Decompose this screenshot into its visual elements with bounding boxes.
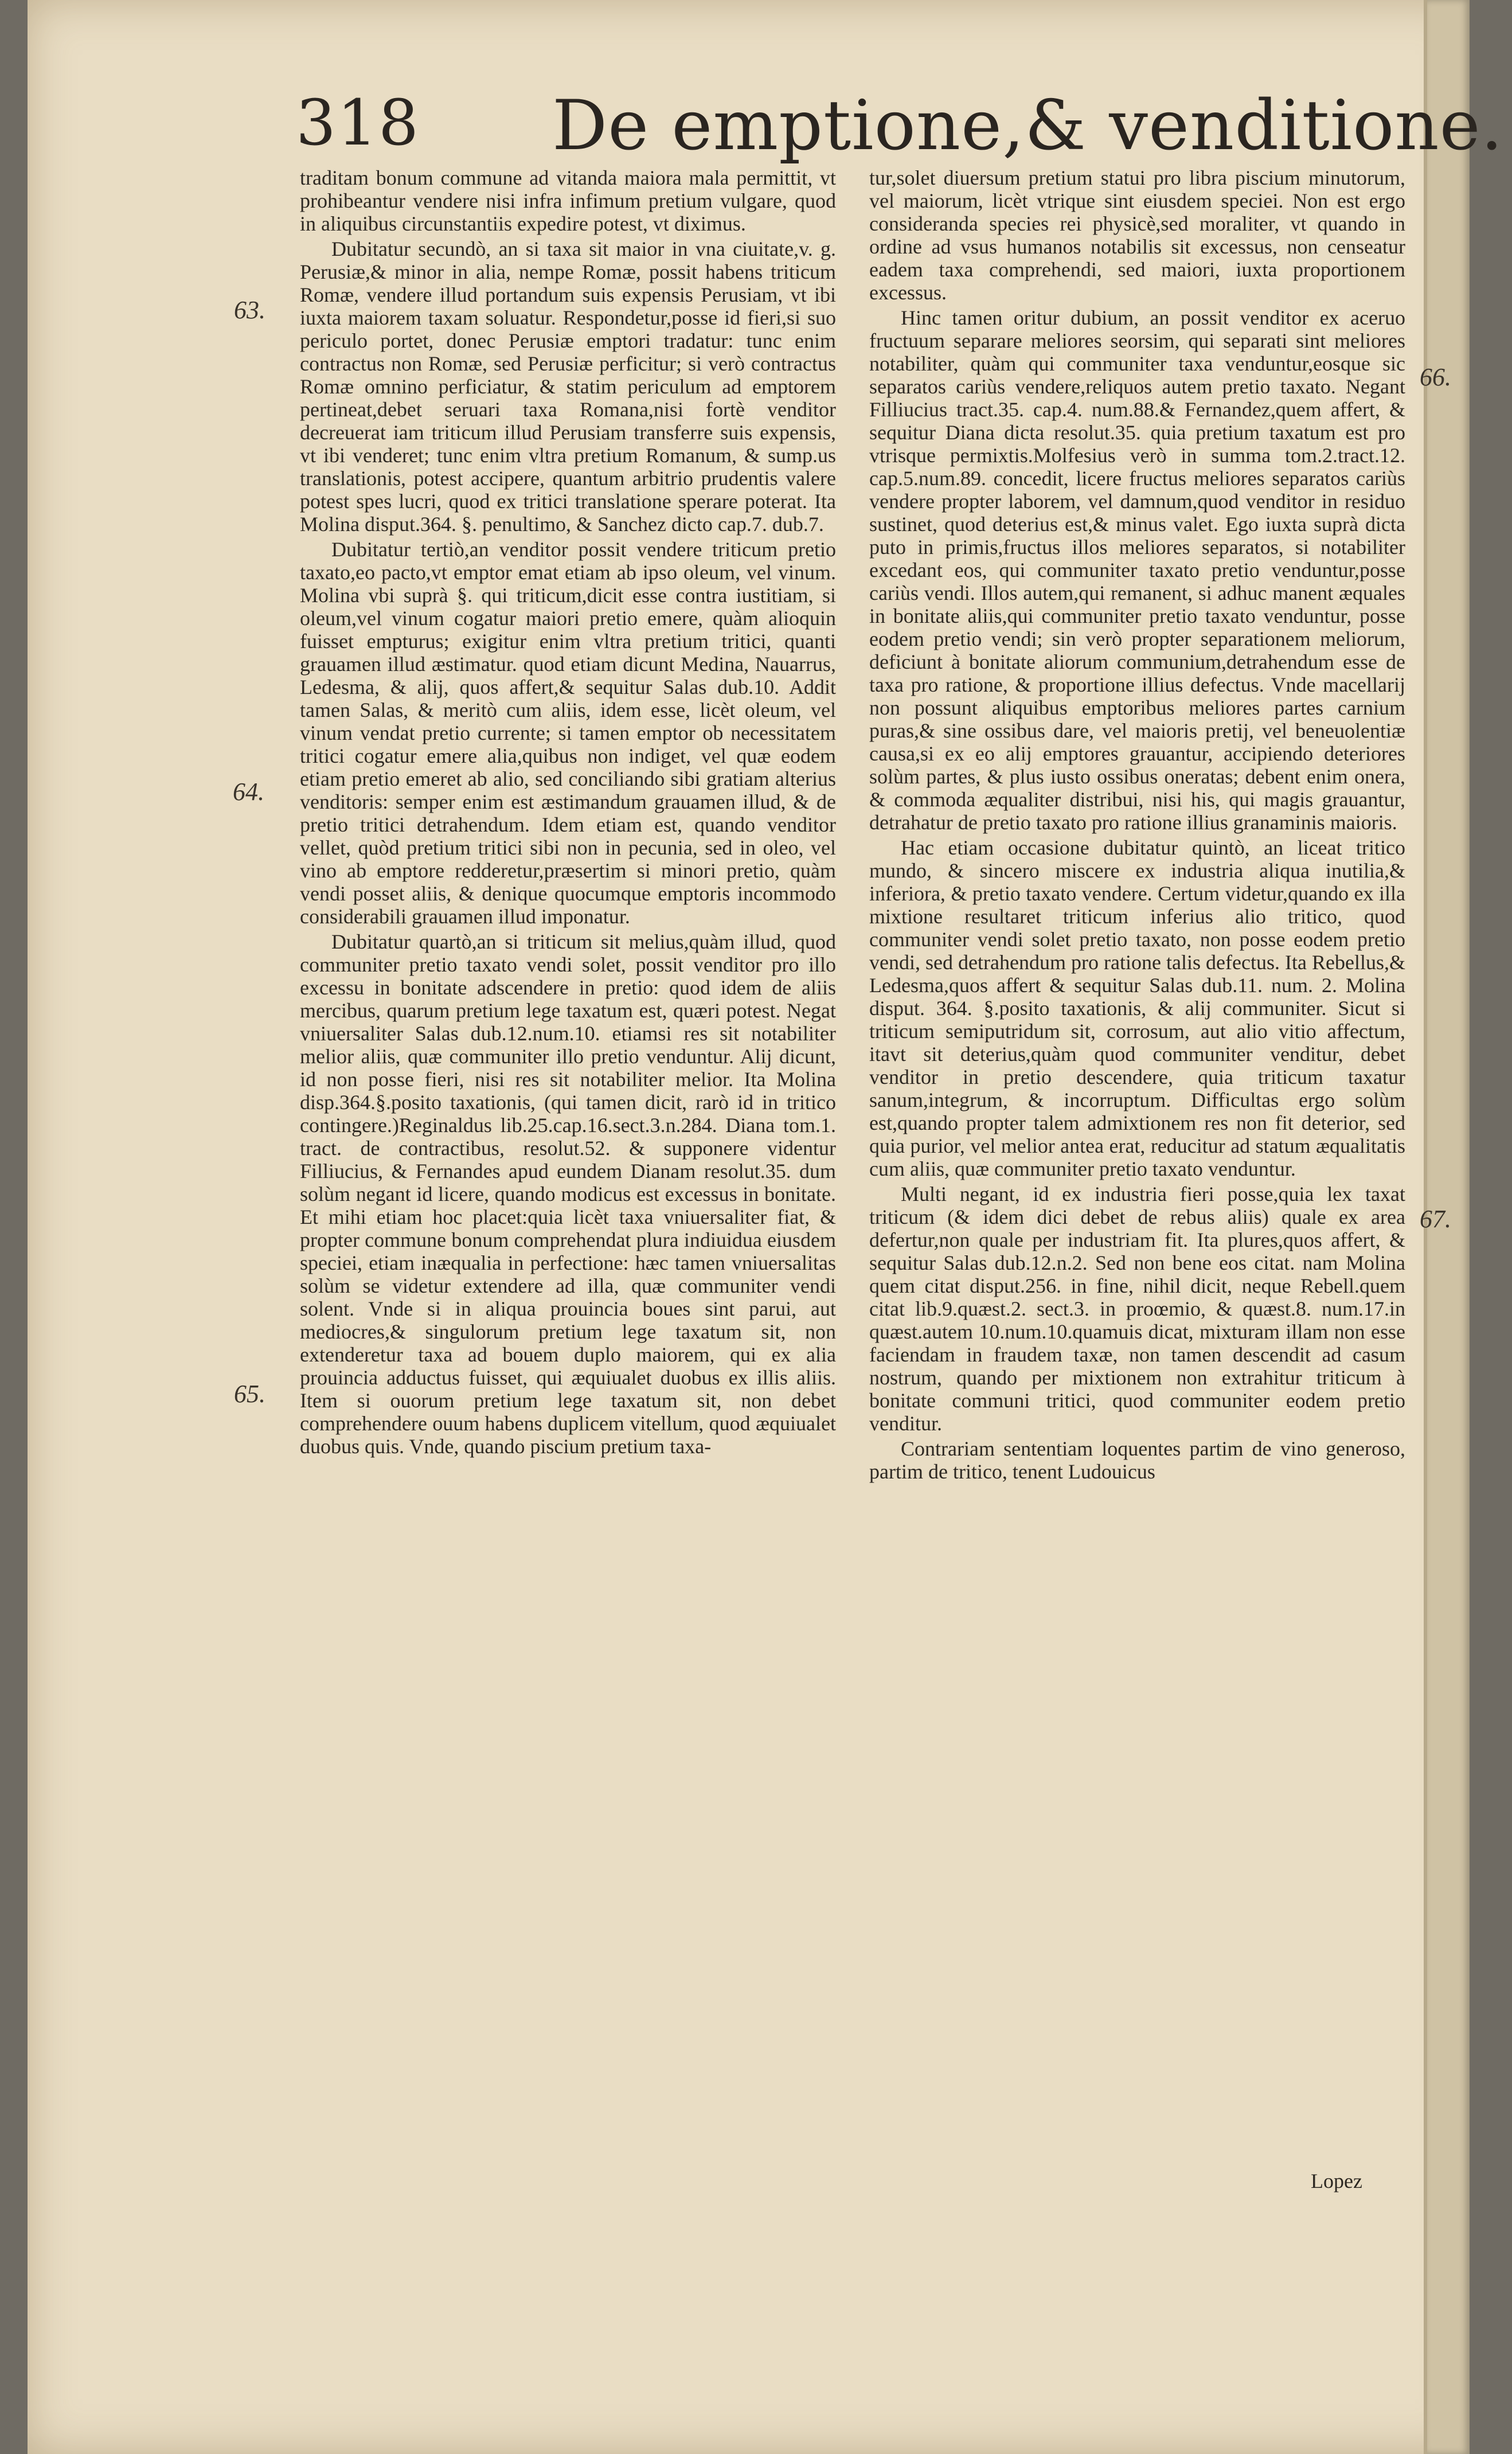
- right-text-column: [869, 166, 1405, 1485]
- left-text-column: [300, 166, 836, 1460]
- paragraph: tur,solet diuersum pretium statui pro libra piscium minutorum, vel maiorum, licèt vtrique sint eiusdem speciei. Non est ergo consideranda species rei physicè,sed moraliter, vt quando in ordine ad vsus humanos notabilis sit excessus, non censeatur eadem taxa comprehendi, sed maiori, iuxta proportionem excessus.: [869, 166, 1405, 304]
- paragraph: Hac etiam occasione dubitatur quintò, an liceat tritico mundo, & sincero miscere ex industria aliqua inutilia,& inferiora, & pretio taxato vendere. Certum videtur,quando ex illa mixtione resultaret triticum inferius alio tritico, quod communiter vendi solet pretio taxato, non posse eodem pretio vendi, sed detrahendum pro ratione talis defectus. Ita Rebellus,& Ledesma,quos affert & sequitur Salas dub.11. num. 2. Molina disput. 364. §.posito taxationis, & alij communiter. Sicut si triticum semiputridum sit, corrosum, aut alio vitio affectum, itavt sit deterius,quàm quod communiter venditur, debet venditor in pretio descendere, quia triticum taxatur sanum,integrum, & incorruptum. Difficultas ergo solùm est,quando propter talem admixtionem res non fit deterior, sed quia purior, vel melior antea erat, reducitur ad statum æqualitatis cum aliis, quæ communiter pretio taxato venduntur.: [869, 836, 1405, 1180]
- marginal-number-66: 66.: [1420, 363, 1451, 391]
- paragraph: Hinc tamen oritur dubium, an possit venditor ex aceruo fructuum separare meliores seorsim, qui separati sint meliores notabiliter, quàm qui communiter taxa venduntur,eosque sic separatos cariùs vendere,reliquos autem pretio taxato. Negant Filliucius tract.35. cap.4. num.88.& Fernandez,quem affert, & sequitur Diana dicta resolut.35. quia pretium taxatum est pro vtrisque permixtis.Molfesius verò in summa tom.2.tract.12. cap.5.num.89. concedit, licere fructus meliores separatos cariùs vendere propter laborem, vel damnum,quod venditor in residuo sustinet, quod deterius est,& minus valet. Ego iuxta suprà dicta puto in primis,fructus illos meliores separatos, si notabiliter excedant eos, qui communiter taxato pretio venduntur,posse cariùs vendi. Illos autem,qui remanent, si adhuc manent æquales in bonitate aliis,qui communiter pretio taxato venduntur, posse eodem pretio vendi; sin verò propter separationem meliorum, deficiunt à bonitate aliorum communium,detrahendum esse de taxa pro ratione, & proportione illius defectus. Vnde macellarij non possunt aliquibus emptoribus meliores partes carnium puras,& sine ossibus dare, vel maioris pretij, vel beneuolentiæ causa,si ex eo alij emptores grauantur, accipiendo deteriores solùm partes, & plus iusto ossibus oneratas; debent enim onera, & commoda æqualiter distribui, nisi his, qui magis grauantur, detrahatur de pretio taxato pro ratione illius granaminis maioris.: [869, 306, 1405, 834]
- paragraph: traditam bonum commune ad vitanda maiora mala permittit, vt prohibeantur vendere nisi infra infimum pretium vulgare, quod in aliquibus circunstantiis expedire potest, vt diximus.: [300, 166, 836, 235]
- marginal-number-64: 64.: [233, 778, 264, 806]
- paragraph: Contrariam sententiam loquentes partim de vino generoso, partim de tritico, tenent Ludouicus: [869, 1437, 1405, 1483]
- catchword: Lopez: [1311, 2170, 1362, 2192]
- page-number: 318: [296, 86, 420, 159]
- marginal-number-67: 67.: [1420, 1205, 1451, 1233]
- paragraph: Dubitatur secundò, an si taxa sit maior in vna ciuitate,v. g. Perusiæ,& minor in alia, nempe Romæ, possit habens triticum Romæ, vendere illud portandum suis expensis Perusiam, vt ibi iuxta maiorem taxam soluatur. Respondetur,posse id fieri,si suo periculo portet, donec Perusiæ emptori tradatur: tunc enim contractus non Romæ, sed Perusiæ perficitur; si verò contractus Romæ omnino perficiatur, & statim periculum ad emptorem pertineat,debet seruari taxa Romana,nisi fortè venditor decreuerat iam triticum illud Perusiam transferre suis expensis, vt ibi venderet; tunc enim vltra pretium Romanum, & sump.us translationis, potest accipere, quantum arbitrio prudentis valere potest spes lucri, quod ex tritici translatione sperare poterat. Ita Molina disput.364. §. penultimo, & Sanchez dicto cap.7. dub.7.: [300, 237, 836, 536]
- book-page: [28, 0, 1503, 2454]
- paragraph: Dubitatur tertiò,an venditor possit vendere triticum pretio taxato,eo pacto,vt emptor emat etiam ab ipso oleum, vel vinum. Molina vbi suprà §. qui triticum,dicit esse contra iustitiam, si oleum,vel vinum cogatur maiori pretio emere, quàm alioquin fuisset empturus; exigitur enim vltra pretium tritici, quanti grauamen illud æstimatur. quod etiam dicunt Medina, Nauarrus, Ledesma, & alij, quos affert,& sequitur Salas dub.10. Addit tamen Salas, & meritò cum aliis, idem esse, licèt oleum, vel vinum vendat pretio currente; si tamen emptor ob necessitatem tritici cogatur emere alia,quibus non indiget, vel quæ eodem etiam pretio emeret ab alio, sed conciliando sibi gratiam alterius venditoris: semper enim est æstimandum grauamen illud, & de pretio tritici detrahendum. Idem etiam est, quando venditor vellet, quòd pretium tritici sibi non in pecunia, sed in oleo, vel vino ab emptore redderetur,præsertim si minori pretio, quàm vendi posset aliis, & denique quocumque emptoris incommodo considerabili grauamen illud imponatur.: [300, 538, 836, 928]
- marginal-number-63: 63.: [234, 296, 265, 324]
- running-head: De emptione,& venditione.: [552, 86, 1503, 166]
- paragraph: Multi negant, id ex industria fieri posse,quia lex taxat triticum (& idem dici debet de rebus aliis) quale ex area defertur,non quale per industriam fit. Ita plures,quos affert, & sequitur Salas dub.12.n.2. Sed non bene eos citat. nam Molina quem citat disput.256. in fine, nihil dicit, neque Rebell.quem citat lib.9.quæst.2. sect.3. in proœmio, & quæst.8. num.17.in quæst.autem 10.num.10.quamuis dicat, mixturam illam non esse faciendam in fraudem taxæ, non tamen descendit ad casum nostrum, quando per mixtionem non extrahitur triticum à bonitate communi tritici, quod communiter eodem pretio venditur.: [869, 1183, 1405, 1435]
- marginal-number-65: 65.: [234, 1380, 265, 1408]
- paragraph: Dubitatur quartò,an si triticum sit melius,quàm illud, quod communiter pretio taxato vendi solet, possit venditor pro illo excessu in bonitate adscendere in pretio: quod idem de aliis mercibus, quarum pretium lege taxatum est, quæri potest. Negat vniuersaliter Salas dub.12.num.10. etiamsi res sit notabiliter melior aliis, quæ communiter illo pretio venduntur. Alij dicunt, id non posse fieri, nisi res sit notabiliter melior. Ita Molina disp.364.§.posito taxationis, (qui tamen dicit, rarò id in tritico contingere.)Reginaldus lib.25.cap.16.sect.3.n.284. Diana tom.1. tract. de contractibus, resolut.52. & supponere videntur Filliucius, & Fernandes apud eundem Dianam resolut.35. dum solùm negant id licere, quando modicus est excessus in bonitate. Et mihi etiam hoc placet:quia licèt taxa vniuersaliter fiat, & propter commune bonum comprehendat plura indiuidua eiusdem speciei, etiam inæqualia in perfectione: hæc tamen vniuersalitas solùm se videtur extendere ad illa, quæ communiter vendi solent. Vnde si in aliqua prouincia boues sint parui, aut mediocres,& singulorum pretium lege taxatum sit, non extenderetur taxa ad bouem duplo maiorem, qui ex alia prouincia adductus fuisset, qui æquiualet duobus ex illis aliis. Item si ouorum pretium lege taxatum sit, non debet comprehendere ouum habens duplicem vitellum, quod æquiualet duobus quis. Vnde, quando piscium pretium taxa-: [300, 930, 836, 1458]
